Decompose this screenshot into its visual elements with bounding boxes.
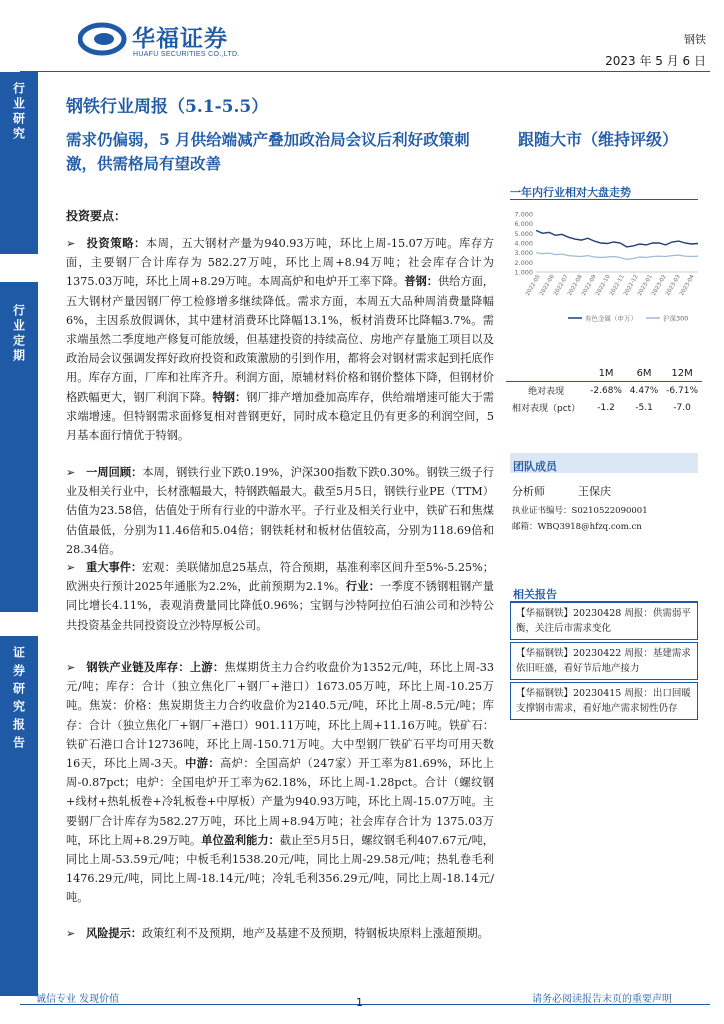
x-tick-label: 2023-03 [665, 274, 682, 297]
footer-disclaimer: 请务必阅读报告末页的重要声明 [532, 994, 672, 1005]
y-tick-label: 3.000 [514, 249, 533, 258]
team-title: 团队成员 [513, 460, 557, 473]
x-tick-label: 2022-08 [567, 274, 584, 297]
y-tick-label: 2.000 [514, 258, 533, 267]
legend-label: 有色金属（申万） [585, 314, 637, 323]
y-tick-label: 4.000 [514, 239, 533, 248]
section-title: 投资要点： [66, 209, 127, 223]
perf-header-1m: 1M [586, 366, 626, 382]
performance-header-row [506, 366, 702, 382]
perf-cell: -2.68% [590, 385, 622, 396]
perf-header-6m: 6M [626, 366, 662, 382]
related-report-2[interactable]: 【华福钢铁】20230422 周报：基建需求依旧旺盛，看好节后地产接力 [510, 642, 698, 680]
bullet-arrow-icon: ➢ [66, 927, 76, 940]
paragraph-risk: ➢ 风险提示：政策红利不及预期，地产及基建不及预期，特钢板块原料上涨超预期。 [66, 924, 494, 943]
trend-chart [508, 200, 703, 332]
performance-table [506, 366, 702, 416]
paragraph-events: ➢ 重大事件：宏观：美联储加息25基点，符合预期，基准利率区间升至5%-5.25%；欧洲央行预计2025年通胀为2.2%，此前预期为2.1%。行业：一季度不锈钢粗钢产量同比增长4.11%，表观消费量同比降低0.96%；宝钢与沙特阿拉伯石油公司和沙特公共投资基金共同投资设立沙特厚板公司。 [66, 560, 494, 632]
page-number: 1 [356, 996, 363, 1009]
related-title: 相关报告 [513, 588, 557, 601]
perf-cell: 4.47% [629, 385, 659, 396]
perf-cell: -6.71% [666, 385, 698, 396]
sidebar-tag-periodic: 行业定期 [0, 282, 38, 612]
y-tick-label: 5.000 [514, 229, 533, 238]
perf-row-label: 相对表现（pct） [511, 404, 581, 414]
chart-title: 一年内行业相对大盘走势 [510, 186, 631, 199]
y-tick-label: 7.000 [514, 210, 533, 219]
perf-cell: -1.2 [597, 402, 615, 413]
industry-label: 钢铁 [684, 33, 706, 46]
perf-header-12m: 12M [662, 366, 702, 382]
x-tick-label: 2023-01 [637, 274, 654, 297]
sidebar-tag-research: 行业研究 [0, 72, 38, 254]
footer-slogan: 诚信专业 发现价值 [36, 994, 120, 1005]
company-name-en: HUAFU SECURITIES CO.,LTD. [133, 51, 240, 58]
header-divider [20, 71, 710, 72]
x-tick-label: 2022-11 [609, 274, 626, 297]
perf-cell: -7.0 [673, 402, 691, 413]
x-tick-label: 2022-12 [623, 274, 640, 297]
bullet-arrow-icon: ➢ [66, 661, 76, 674]
paragraph-chain: ➢ 钢铁产业链及库存：上游：焦煤期货主力合约收盘价为1352元/吨，环比上周-33元/吨；库存：合计（独立焦化厂+钢厂+港口）1673.05万吨，环比上周-10.25万吨。焦炭：价格：焦炭期货主力合约收盘价为2140.5元/吨，环比上周-8.5元/吨；库存：合计（独立焦化厂+钢厂+港口）901.11万吨，环比上周+11.16万吨。铁矿石：铁矿石港口合计12736吨，环比上周-150.71万吨。大中型钢厂铁矿石平均可用天数16天，环比上周-3天。中游：高炉：全国高炉（247家）开工率为81.69%，环比上周-0.87pct；电炉：全国电炉开工率为62.18%，环比上周-1.28pct。合计（螺纹钢+线材+热轧板卷+冷轧板卷+中厚板）产量为940.93万吨，环比上周-15.07万吨。主要钢厂合计库存为582.27万吨，环比上周+8.94万吨；社会库存合计为 1375.03万吨，环比上周+8.29万吨。单位盈利能力：截止至5月5日，螺纹钢毛利407.67元/吨，同比上周-53.59元/吨；中板毛利1538.20元/吨，同比上周-29.58元/吨；热轧卷毛利1476.29元/吨，同比上周-18.14元/吨；冷轧毛利356.29元/吨，同比上周-18.14元/吨。 [66, 660, 494, 905]
legend-label: 沪深300 [663, 314, 689, 323]
paragraph-review: ➢ 一周回顾：本周，钢铁行业下跌0.19%，沪深300指数下跌0.30%。钢铁三级子行业及相关行业中，长材涨幅最大，特钢跌幅最大。截至5月5日，钢铁行业PE（TTM）估值为23.58倍，估值处于所有行业的中游水平。子行业及相关行业中，铁矿石和焦煤估值最低，分别为11.46倍和5.04倍；钢铁耗材和板材估值较高，分别为118.69倍和28.34倍。 [66, 465, 494, 556]
x-tick-label: 2023-04 [679, 274, 696, 297]
x-tick-label: 2022-05 [525, 274, 542, 297]
report-title: 钢铁行业周报（5.1-5.5） [66, 97, 269, 117]
y-tick-label: 6.000 [514, 220, 533, 229]
paragraph-strategy: ➢ 投资策略：本周，五大钢材产量为940.93万吨，环比上周-15.07万吨。库存方面，主要钢厂合计库存为 582.27万吨，环比上周+8.94万吨；社会库存合计为 1375.03万吨，环比上周+8.29万吨。本周高炉和电炉开工率下降。普钢：供给方面，五大钢材产量因钢厂停工检修增多继续降低。需求方面，本周五大品种周消费量降幅6%，主因系放假调休，其中建材消费环比降幅13.1%，板材消费环比降幅3.7%。需求端虽然二季度地产修复可能放缓，但基建投资的持续高位、房地产存量施工项目以及政治局会议强调发挥好政府投资和政策激励的引到作用，都将会对钢材需求起到托底作用。库存方面，厂库和社库齐升。利润方面，原辅材料价格和钢价整体下降，但钢材价格跌幅更大，钢厂利润下降。特钢：钢厂排产增加叠加高库存，供给端增速可能大于需求端增速。但特钢需求面修复相对普钢更好，同时成本稳定且仍有更多的利润空间，5月基本面行情优于特钢。 [66, 236, 494, 443]
bullet-arrow-icon: ➢ [66, 561, 76, 574]
report-date: 2023 年 5 月 6 日 [605, 54, 706, 68]
bullet-arrow-icon: ➢ [66, 466, 76, 479]
analyst-email[interactable]: 邮箱：WBQ3918@hfzq.com.cn [512, 522, 642, 532]
series-line [536, 230, 698, 247]
table-row [506, 382, 702, 400]
related-report-3[interactable]: 【华福钢铁】20230415 周报：出口回暖支撑钢市需求，看好地产需求韧性仍存 [510, 682, 698, 720]
rating: 跟随大市（维持评级） [518, 130, 679, 149]
series-line [536, 253, 698, 260]
bullet-arrow-icon: ➢ [66, 237, 76, 250]
y-tick-label: 1.000 [514, 268, 533, 277]
perf-row-label: 绝对表现 [528, 387, 565, 397]
company-logo-icon [78, 22, 128, 56]
analyst-name: 王保庆 [578, 485, 611, 498]
report-subtitle: 需求仍偏弱，5 月供给端减产叠加政治局会议后利好政策刺激，供需格局有望改善 [66, 130, 470, 173]
perf-cell: -5.1 [635, 402, 653, 413]
related-report-1[interactable]: 【华福钢铁】20230428 周报：供需弱平衡，关注后市需求变化 [510, 602, 698, 640]
x-tick-label: 2022-06 [539, 274, 556, 297]
analyst-cert: 执业证书编号：S0210522090001 [512, 506, 648, 516]
table-row [506, 399, 702, 416]
x-tick-label: 2022-09 [581, 274, 598, 297]
x-tick-label: 2022-10 [595, 274, 612, 297]
analyst-role: 分析师 [512, 485, 545, 498]
sidebar-tag-report: 证券研究报告 [0, 636, 38, 996]
perf-header-blank [506, 366, 586, 382]
company-name: 华福证券 [132, 26, 228, 52]
x-tick-label: 2022-07 [553, 274, 570, 297]
x-tick-label: 2023-02 [651, 274, 668, 297]
